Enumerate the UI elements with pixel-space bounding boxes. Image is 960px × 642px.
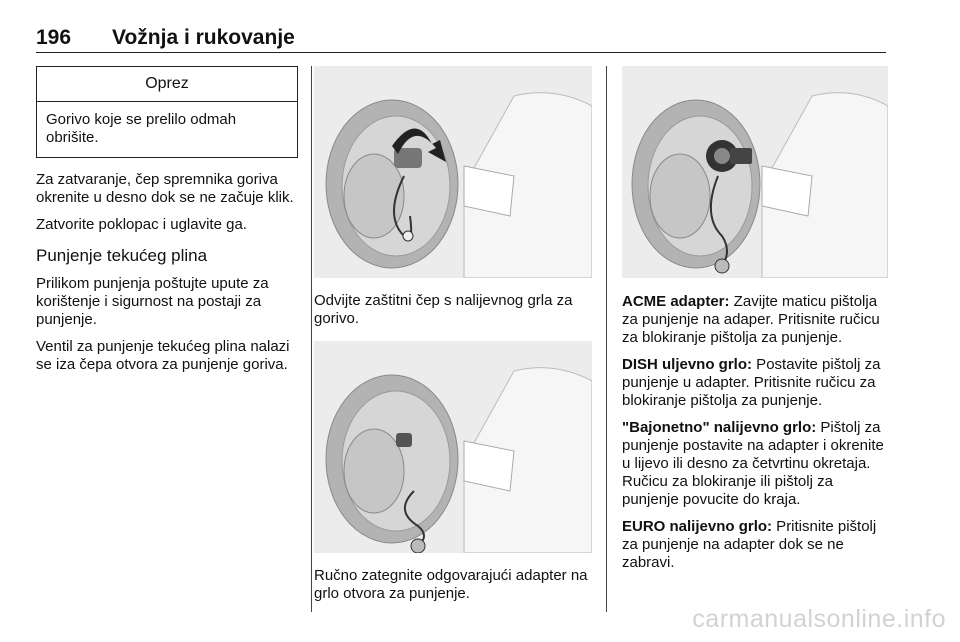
label-dish: DISH uljevno grlo: <box>622 356 753 373</box>
text-euro: Pritisnite pištolj za punjenje na adapter dok se ne zabravi. <box>622 518 877 571</box>
adapter-instructions <box>622 293 888 572</box>
caution-box <box>36 66 298 158</box>
column-left <box>36 66 298 374</box>
caption-remove-cap: Odvijte zaštitni čep s nalijevnog grla za gorivo. <box>314 292 573 327</box>
watermark: carmanualsonline.info <box>692 605 946 633</box>
text-acme: Zavijte maticu pištolja za punjenje na adaper. Pritisnite ručicu za blokiranje pištolja za punjenje. <box>622 293 880 346</box>
text-dish: Postavite pištolj za punjenje u adapter. Pritisnite ručicu za blokiranje pištolja za punjenje. <box>622 356 881 409</box>
label-acme: ACME adapter: <box>622 293 730 310</box>
caption-attach-adapter: Ručno zategnite odgovarajući adapter na grlo otvora za punjenje. <box>314 567 588 602</box>
column-right <box>622 66 888 572</box>
page-header <box>36 22 886 53</box>
label-bayonet: "Bajonetno" nalijevno grlo: <box>622 419 817 436</box>
page-title: Vožnja i rukovanje <box>112 26 295 49</box>
page-number: 196 <box>36 26 72 49</box>
paragraph-closing-cap: Za zatvaranje, čep spremnika goriva okrenite u desno dok se ne začuje klik. <box>36 171 294 206</box>
caution-title: Oprez <box>37 67 297 102</box>
text-bayonet: Pištolj za punjenje postavite na adapter i okrenite u lijevo ili desno za četvrtinu okretaja. Ručicu za blokiranje ili pištolj za punjenje povucite do kraja. <box>622 419 884 508</box>
column-middle <box>314 66 592 603</box>
column-divider <box>311 66 312 612</box>
caution-text: Gorivo koje se prelilo odmah obrišite. <box>46 111 237 146</box>
illustration-attach-adapter <box>314 341 592 553</box>
instruction-dish <box>622 356 888 410</box>
paragraph-close-flap: Zatvorite poklopac i uglavite ga. <box>36 216 247 233</box>
instruction-bayonet <box>622 419 888 509</box>
label-euro: EURO nalijevno grlo: <box>622 518 773 535</box>
paragraph-lpg-valve: Ventil za punjenje tekućeg plina nalazi se iza čepa otvora za punjenje goriva. <box>36 338 290 373</box>
paragraph-lpg-instructions: Prilikom punjenja poštujte upute za korištenje i sigurnost na postaji za punjenje. <box>36 275 269 328</box>
illustration-remove-cap <box>314 66 592 278</box>
section-heading-lpg: Punjenje tekućeg plina <box>36 246 208 265</box>
column-divider <box>606 66 607 612</box>
illustration-adapter-screwed <box>622 66 888 278</box>
instruction-euro <box>622 518 888 572</box>
instruction-acme <box>622 293 888 347</box>
